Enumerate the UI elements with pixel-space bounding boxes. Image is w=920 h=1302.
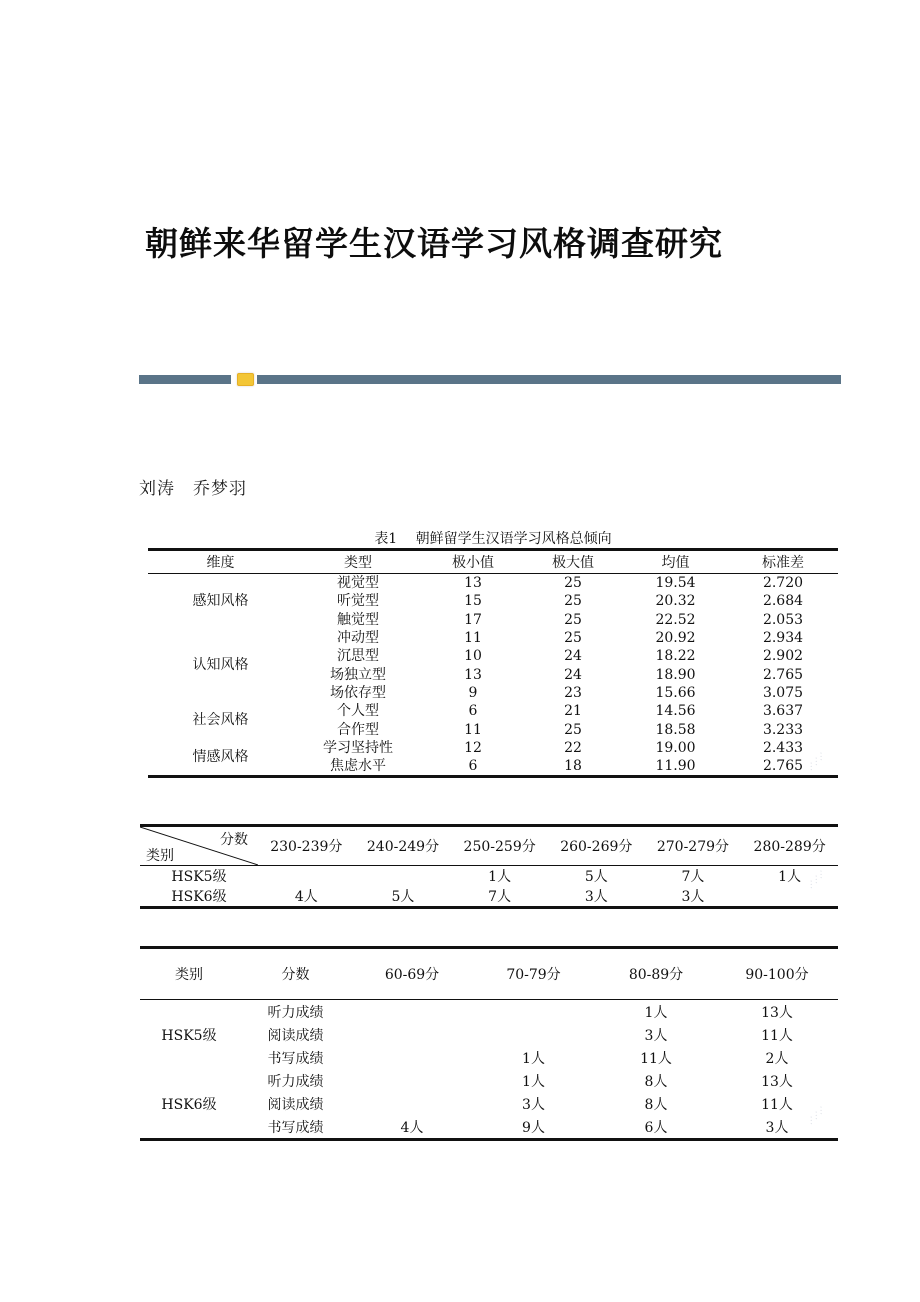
dimension-cell: 认知风格 xyxy=(192,657,249,674)
table1-header-row xyxy=(148,550,838,574)
sd-cell: 3.233 xyxy=(762,721,804,738)
table-row xyxy=(140,1092,838,1115)
col-header: 类别 xyxy=(140,948,238,1000)
level-cell: HSK5级 xyxy=(171,869,227,885)
col-header: 类型 xyxy=(293,550,423,574)
count-cell: 7人 xyxy=(488,889,512,905)
col-header: 270-279分 xyxy=(645,826,742,866)
min-cell: 6 xyxy=(468,703,478,720)
col-header: 230-239分 xyxy=(258,826,355,866)
sd-cell: 2.053 xyxy=(762,611,804,628)
table-row xyxy=(140,1023,838,1046)
mean-cell: 14.56 xyxy=(655,703,696,720)
count-cell: 1人 xyxy=(488,869,512,885)
count-cell: 6人 xyxy=(644,1119,668,1136)
max-cell: 25 xyxy=(564,593,582,610)
count-cell: 8人 xyxy=(644,1096,668,1113)
sd-cell: 2.765 xyxy=(762,666,804,683)
watermark: ⋰⋰⋰ xyxy=(806,869,827,890)
max-cell: 18 xyxy=(564,758,582,775)
table-row xyxy=(140,886,838,908)
level-cell: HSK6级 xyxy=(171,889,227,905)
sd-cell: 2.684 xyxy=(762,593,804,610)
level-cell: HSK6级 xyxy=(161,1096,217,1113)
table-row xyxy=(148,629,838,647)
col-header: 280-289分 xyxy=(741,826,838,866)
max-cell: 24 xyxy=(564,648,582,665)
count-cell: 2人 xyxy=(765,1050,789,1067)
hsk-total-score-table xyxy=(140,824,838,909)
sd-cell: 2.902 xyxy=(762,648,804,665)
min-cell: 10 xyxy=(464,648,482,665)
count-cell: 3人 xyxy=(584,889,608,905)
count-cell xyxy=(353,1092,471,1115)
mean-cell: 19.54 xyxy=(655,575,696,592)
col-header: 极大值 xyxy=(523,550,623,574)
type-cell: 个人型 xyxy=(337,703,379,720)
count-cell: 3人 xyxy=(681,889,705,905)
table-row xyxy=(148,739,838,757)
header-rule-left xyxy=(139,375,231,384)
hsk-subject-score-table xyxy=(140,946,838,1141)
corner-label-category: 类别 xyxy=(146,848,174,864)
table-row xyxy=(140,1046,838,1069)
count-cell: 11人 xyxy=(640,1050,672,1067)
count-cell: 1人 xyxy=(522,1050,545,1067)
document-title: 朝鲜来华留学生汉语学习风格调查研究 xyxy=(145,224,723,263)
col-header: 250-259分 xyxy=(451,826,548,866)
count-cell: 5人 xyxy=(391,889,415,905)
count-cell: 1人 xyxy=(778,869,802,885)
count-cell xyxy=(353,1000,471,1024)
sd-cell: 2.765 xyxy=(762,758,804,775)
count-cell: 4人 xyxy=(294,889,318,905)
min-cell: 15 xyxy=(464,593,482,610)
mean-cell: 19.00 xyxy=(655,739,696,756)
min-cell: 12 xyxy=(464,739,482,756)
watermark: ⋰⋰⋰ xyxy=(806,1105,827,1126)
table-row xyxy=(148,574,838,593)
mean-cell: 15.66 xyxy=(655,684,696,701)
mean-cell: 18.22 xyxy=(655,648,696,665)
subject-cell: 听力成绩 xyxy=(267,1004,324,1021)
count-cell: 1人 xyxy=(522,1073,545,1090)
count-cell: 3人 xyxy=(522,1096,545,1113)
table3-header-row xyxy=(140,948,838,1000)
type-cell: 合作型 xyxy=(337,721,379,738)
col-header: 260-269分 xyxy=(548,826,645,866)
type-cell: 听觉型 xyxy=(337,593,379,610)
max-cell: 25 xyxy=(564,630,582,647)
count-cell xyxy=(741,886,838,908)
col-header: 240-249分 xyxy=(355,826,452,866)
count-cell: 7人 xyxy=(681,869,705,885)
count-cell xyxy=(471,1000,596,1024)
col-header: 维度 xyxy=(148,550,293,574)
envelope-icon xyxy=(237,373,254,386)
mean-cell: 18.58 xyxy=(655,721,696,738)
count-cell xyxy=(353,1069,471,1092)
type-cell: 沉思型 xyxy=(337,648,379,665)
mean-cell: 18.90 xyxy=(655,666,696,683)
watermark: ⋰⋰⋰ xyxy=(806,751,827,772)
col-header: 标准差 xyxy=(728,550,838,574)
mean-cell: 11.90 xyxy=(655,758,696,775)
subject-cell: 听力成绩 xyxy=(267,1073,324,1090)
type-cell: 学习坚持性 xyxy=(323,739,393,756)
sd-cell: 2.934 xyxy=(762,630,804,647)
mean-cell: 22.52 xyxy=(655,611,696,628)
max-cell: 23 xyxy=(564,684,582,701)
dimension-cell: 情感风格 xyxy=(192,748,249,765)
count-cell: 8人 xyxy=(644,1073,668,1090)
type-cell: 场独立型 xyxy=(330,666,386,683)
min-cell: 9 xyxy=(468,684,478,701)
col-header: 60-69分 xyxy=(353,948,471,1000)
min-cell: 11 xyxy=(464,721,482,738)
diagonal-header-cell xyxy=(140,826,258,866)
subject-cell: 阅读成绩 xyxy=(267,1096,324,1113)
sd-cell: 3.637 xyxy=(762,703,804,720)
max-cell: 25 xyxy=(564,575,582,592)
max-cell: 25 xyxy=(564,721,582,738)
min-cell: 13 xyxy=(464,575,482,592)
max-cell: 25 xyxy=(564,611,582,628)
count-cell xyxy=(355,866,452,887)
min-cell: 17 xyxy=(464,611,482,628)
count-cell: 13人 xyxy=(761,1073,793,1090)
count-cell xyxy=(471,1023,596,1046)
sd-cell: 2.433 xyxy=(762,739,804,756)
col-header: 分数 xyxy=(238,948,353,1000)
count-cell xyxy=(353,1023,471,1046)
mean-cell: 20.92 xyxy=(655,630,696,647)
min-cell: 13 xyxy=(464,666,482,683)
table-row xyxy=(140,866,838,887)
count-cell xyxy=(258,866,355,887)
level-cell: HSK5级 xyxy=(161,1027,217,1044)
table-row xyxy=(140,1115,838,1140)
dimension-cell: 社会风格 xyxy=(192,712,249,729)
corner-label-score: 分数 xyxy=(220,832,248,848)
subject-cell: 书写成绩 xyxy=(267,1050,324,1067)
subject-cell: 阅读成绩 xyxy=(267,1027,324,1044)
mean-cell: 20.32 xyxy=(655,593,696,610)
table2-header-row xyxy=(140,826,838,866)
count-cell: 11人 xyxy=(761,1096,793,1113)
header-rule-right xyxy=(257,375,841,384)
max-cell: 24 xyxy=(564,666,582,683)
subject-cell: 书写成绩 xyxy=(267,1119,324,1136)
authors: 刘涛 乔梦羽 xyxy=(139,479,247,499)
col-header: 90-100分 xyxy=(716,948,838,1000)
count-cell: 3人 xyxy=(765,1119,789,1136)
type-cell: 冲动型 xyxy=(337,630,379,647)
sd-cell: 2.720 xyxy=(762,575,804,592)
table-row xyxy=(148,702,838,720)
table-row xyxy=(140,1000,838,1024)
count-cell: 5人 xyxy=(584,869,608,885)
col-header: 均值 xyxy=(623,550,728,574)
type-cell: 视觉型 xyxy=(337,575,379,592)
count-cell: 13人 xyxy=(761,1004,793,1021)
count-cell: 4人 xyxy=(400,1119,424,1136)
count-cell: 3人 xyxy=(644,1027,668,1044)
table-row xyxy=(140,1069,838,1092)
min-cell: 11 xyxy=(464,630,482,647)
count-cell: 1人 xyxy=(644,1004,668,1021)
learning-style-table xyxy=(148,548,838,778)
min-cell: 6 xyxy=(468,758,478,775)
type-cell: 触觉型 xyxy=(337,611,379,628)
type-cell: 场依存型 xyxy=(330,684,386,701)
count-cell: 9人 xyxy=(522,1119,545,1136)
max-cell: 21 xyxy=(564,703,582,720)
table1-caption: 表1 朝鲜留学生汉语学习风格总倾向 xyxy=(374,531,612,547)
max-cell: 22 xyxy=(564,739,582,756)
sd-cell: 3.075 xyxy=(762,684,804,701)
col-header: 70-79分 xyxy=(471,948,596,1000)
count-cell xyxy=(353,1046,471,1069)
dimension-cell: 感知风格 xyxy=(192,593,249,610)
col-header: 80-89分 xyxy=(596,948,716,1000)
col-header: 极小值 xyxy=(423,550,523,574)
count-cell: 11人 xyxy=(761,1027,793,1044)
type-cell: 焦虑水平 xyxy=(330,758,386,775)
